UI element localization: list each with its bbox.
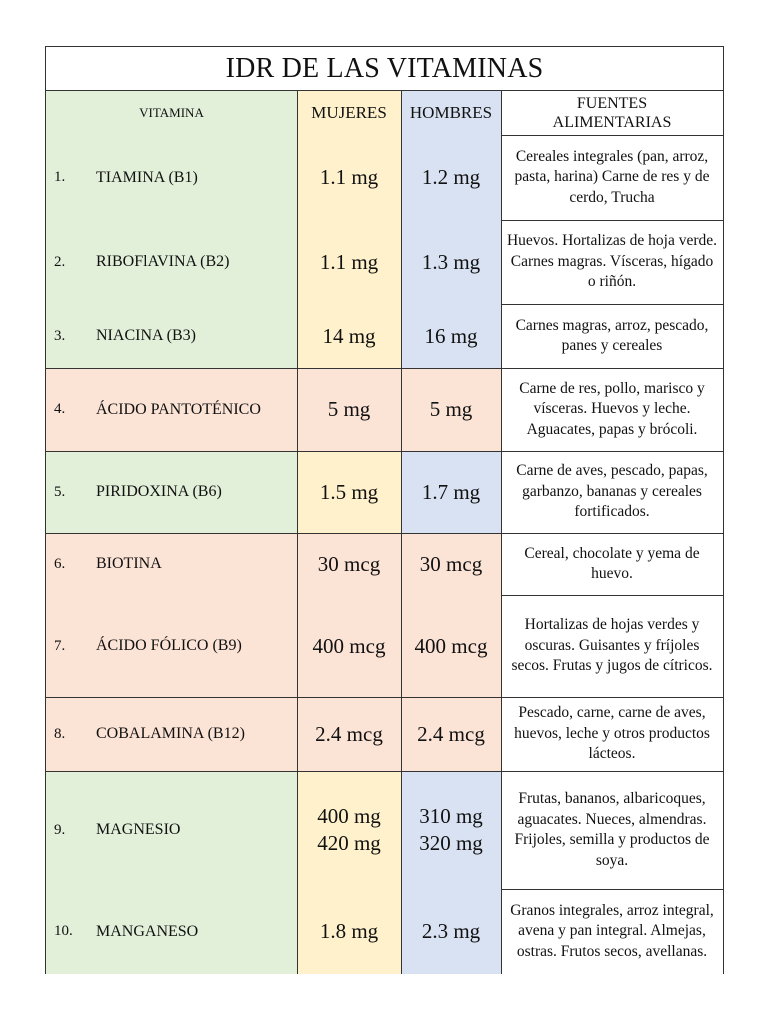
vitamin-name: COBALAMINA (B12)	[96, 725, 245, 742]
row-number: 2.	[54, 253, 66, 270]
header-mujeres: MUJERES	[311, 103, 387, 122]
mujeres-value: 2.4 mcg	[315, 721, 383, 746]
row-number: 7.	[54, 637, 66, 654]
table-row	[46, 533, 297, 595]
vitamin-name: MANGANESO	[96, 922, 199, 940]
table-row	[46, 135, 297, 220]
row-number: 5.	[54, 483, 66, 500]
table-row	[46, 451, 297, 533]
header-hombres: HOMBRES	[409, 103, 493, 122]
fuentes-text: Huevos. Hortalizas de hoja verde. Carnes magras. Vísceras, hígado o riñón.	[501, 220, 723, 304]
row-number: 8.	[54, 725, 66, 742]
mujeres-value: 1.1 mg	[319, 165, 379, 189]
hombres-value: 16 mg	[424, 323, 478, 348]
fuentes-text: Granos integrales, arroz integral, avena y pan integral. Almejas, ostras. Frutos secos, avellanas.	[501, 889, 723, 974]
hombres-value: 2.3 mg	[421, 919, 481, 943]
table-row	[46, 889, 297, 974]
mujeres-value: 30 mcg	[317, 551, 381, 576]
section-divider	[46, 533, 723, 534]
section-divider	[46, 771, 723, 772]
vitamin-name: PIRIDOXINA (B6)	[96, 483, 222, 500]
mujeres-value: 400 mg 420 mg	[317, 804, 381, 855]
vitamin-name: TIAMINA (B1)	[96, 168, 198, 186]
mujeres-value: 1.1 mg	[319, 249, 379, 274]
fuentes-text: Cereales integrales (pan, arroz, pasta, harina) Carne de res y de cerdo, Trucha	[501, 135, 723, 220]
table-row	[46, 771, 297, 889]
section-divider	[46, 368, 723, 369]
mujeres-value: 5 mg	[327, 397, 371, 421]
fuentes-text: Cereal, chocolate y yema de huevo.	[501, 533, 723, 595]
section-divider	[46, 697, 723, 698]
table-row	[46, 595, 297, 697]
row-divider	[501, 135, 723, 136]
hombres-value: 1.2 mg	[421, 165, 481, 189]
hombres-value: 1.3 mg	[421, 249, 481, 274]
row-divider	[501, 595, 723, 596]
mujeres-value: 1.8 mg	[319, 919, 379, 943]
row-divider	[501, 220, 723, 221]
mujeres-value: 14 mg	[322, 323, 376, 348]
table-row	[46, 304, 297, 368]
fuentes-text: Carne de res, pollo, marisco y vísceras. Huevos y leche. Aguacates, papas y brócoli.	[501, 368, 723, 451]
fuentes-text: Pescado, carne, carne de aves, huevos, leche y otros productos lácteos.	[501, 697, 723, 771]
hombres-value: 1.7 mg	[421, 479, 481, 504]
vitamin-name: MAGNESIO	[96, 821, 181, 838]
hombres-value: 5 mg	[429, 397, 473, 421]
row-number: 3.	[54, 327, 66, 344]
row-divider	[501, 304, 723, 305]
header-vitamina: VITAMINA	[139, 105, 204, 120]
row-number: 9.	[54, 821, 66, 838]
hombres-value: 30 mcg	[419, 551, 483, 576]
row-number: 1.	[54, 169, 66, 185]
fuentes-text: Carnes magras, arroz, pescado, panes y cereales	[501, 304, 723, 368]
hombres-value: 400 mcg	[414, 633, 488, 658]
vitamin-name: BIOTINA	[96, 555, 162, 572]
page-title: IDR DE LAS VITAMINAS	[46, 47, 723, 91]
section-divider	[46, 451, 723, 452]
fuentes-text: Frutas, bananos, albaricoques, aguacates. Nueces, almendras. Frijoles, semilla y productos de soya.	[501, 771, 723, 889]
vitamin-table	[45, 46, 724, 974]
row-number: 4.	[54, 401, 66, 417]
hombres-value: 310 mg 320 mg	[419, 804, 483, 855]
vitamin-name: ÁCIDO PANTOTÉNICO	[96, 400, 261, 418]
hombres-value: 2.4 mcg	[417, 721, 485, 746]
vitamin-name: ÁCIDO FÓLICO (B9)	[96, 637, 242, 654]
fuentes-text: Carne de aves, pescado, papas, garbanzo, bananas y cereales fortificados.	[501, 451, 723, 533]
header-fuentes: FUENTES ALIMENTARIAS	[501, 91, 723, 135]
table-row	[46, 368, 297, 451]
row-divider	[501, 889, 723, 890]
row-number: 6.	[54, 555, 66, 572]
table-row	[46, 220, 297, 304]
mujeres-value: 1.5 mg	[319, 479, 379, 504]
row-number: 10.	[54, 923, 73, 939]
mujeres-value: 400 mcg	[312, 633, 386, 658]
vitamin-name: RIBOFlAVINA (B2)	[96, 253, 230, 270]
vitamin-name: NIACINA (B3)	[96, 327, 196, 344]
table-row	[46, 697, 297, 771]
fuentes-text: Hortalizas de hojas verdes y oscuras. Guisantes y fríjoles secos. Frutas y jugos de cítricos.	[501, 595, 723, 697]
